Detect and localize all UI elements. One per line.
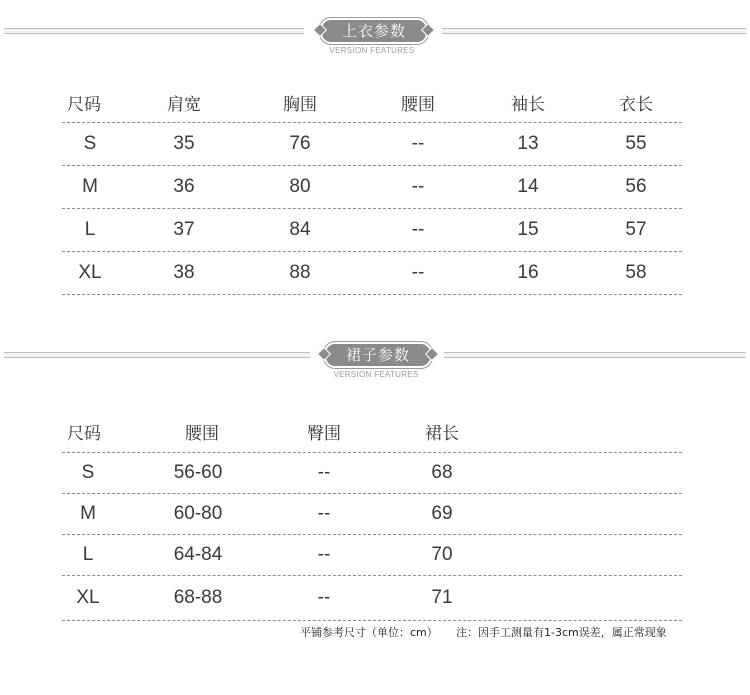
header-waist: 腰围 — [185, 423, 219, 444]
left-divider — [4, 28, 304, 34]
header-size: 尺码 — [67, 423, 101, 444]
hip-cell: -- — [317, 462, 331, 483]
top-section-title: 上衣参数 — [320, 18, 428, 44]
size-cell: L — [84, 219, 96, 240]
table-header-row — [62, 410, 682, 453]
top-section-header — [0, 10, 750, 60]
length-cell: 56 — [625, 176, 647, 197]
size-cell: S — [83, 133, 97, 154]
header-shoulder: 肩宽 — [167, 94, 201, 115]
size-cell: S — [81, 462, 95, 483]
skirt-section-subtitle: VERSION FEATURES — [333, 370, 419, 379]
chest-cell: 88 — [289, 262, 311, 283]
hip-cell: -- — [317, 587, 331, 608]
shoulder-cell: 37 — [173, 219, 195, 240]
left-divider — [4, 352, 310, 358]
waist-cell: -- — [411, 176, 425, 197]
table-row — [62, 209, 682, 252]
header-sleeve: 袖长 — [511, 94, 545, 115]
sleeve-cell: 15 — [517, 219, 539, 240]
skirt-size-table — [62, 410, 682, 621]
size-cell: XL — [78, 262, 102, 283]
top-size-table — [62, 82, 682, 295]
waist-cell: -- — [411, 133, 425, 154]
waist-cell: 64-84 — [173, 544, 223, 565]
hip-cell: -- — [317, 544, 331, 565]
table-row — [62, 252, 682, 295]
sleeve-cell: 16 — [517, 262, 539, 283]
waist-cell: 68-88 — [173, 587, 223, 608]
header-length: 衣长 — [619, 94, 653, 115]
size-cell: M — [80, 503, 96, 524]
size-cell: XL — [76, 587, 100, 608]
waist-cell: -- — [411, 262, 425, 283]
header-size: 尺码 — [67, 94, 101, 115]
chest-cell: 84 — [289, 219, 311, 240]
length-cell: 57 — [625, 219, 647, 240]
length-cell: 55 — [625, 133, 647, 154]
skirt-length-cell: 71 — [431, 587, 453, 608]
header-chest: 胸围 — [283, 94, 317, 115]
hip-cell: -- — [317, 503, 331, 524]
header-hip: 臀围 — [307, 423, 341, 444]
table-row — [62, 535, 682, 576]
header-waist: 腰围 — [401, 94, 435, 115]
error-disclaimer: 注：因手工测量有1-3cm误差，属正常现象 — [456, 626, 667, 639]
top-section-subtitle: VERSION FEATURES — [329, 46, 415, 55]
shoulder-cell: 35 — [173, 133, 195, 154]
sleeve-cell: 14 — [517, 176, 539, 197]
size-cell: L — [82, 544, 94, 565]
skirt-length-cell: 68 — [431, 462, 453, 483]
skirt-section-header — [0, 334, 750, 384]
waist-cell: 56-60 — [173, 462, 223, 483]
length-cell: 58 — [625, 262, 647, 283]
shoulder-cell: 38 — [173, 262, 195, 283]
right-divider — [442, 28, 746, 34]
table-row — [62, 123, 682, 166]
header-skirt-length: 裙长 — [425, 423, 459, 444]
table-row — [62, 453, 682, 494]
skirt-section-title: 裙子参数 — [324, 342, 432, 368]
chest-cell: 76 — [289, 133, 311, 154]
sleeve-cell: 13 — [517, 133, 539, 154]
waist-cell: 60-80 — [173, 503, 223, 524]
shoulder-cell: 36 — [173, 176, 195, 197]
size-cell: M — [82, 176, 98, 197]
table-row — [62, 494, 682, 535]
table-row — [62, 166, 682, 209]
table-row — [62, 576, 682, 621]
waist-cell: -- — [411, 219, 425, 240]
table-header-row — [62, 82, 682, 123]
measurement-note: 平铺参考尺寸（单位：cm） — [300, 626, 438, 639]
right-divider — [444, 352, 746, 358]
chest-cell: 80 — [289, 176, 311, 197]
skirt-length-cell: 69 — [431, 503, 453, 524]
skirt-length-cell: 70 — [431, 544, 453, 565]
